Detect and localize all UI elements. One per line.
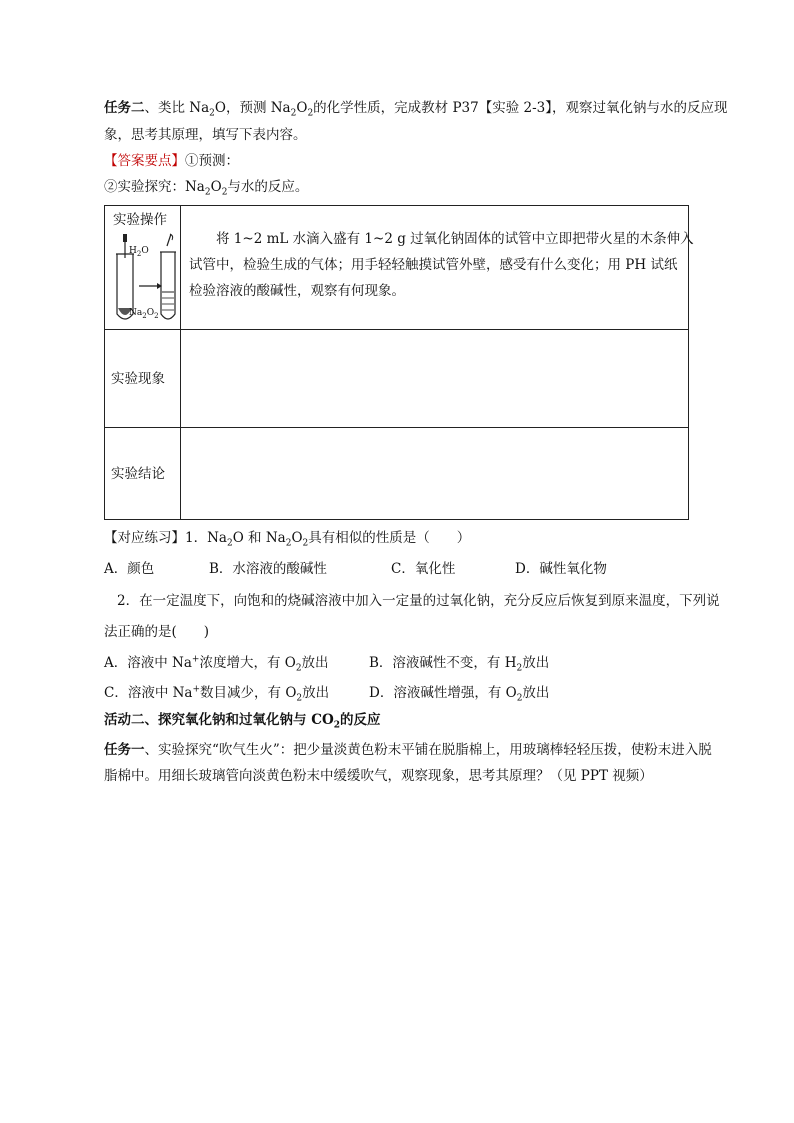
activity2-title: 活动二、探究氧化钠和过氧化钠与 $CO_2$的反应 — [104, 712, 381, 731]
q2-option-a: A．溶液中 Na+浓度增大，有 $O_2$放出 — [104, 654, 329, 674]
q1-option-b: B．水溶液的酸碱性 — [209, 561, 327, 577]
experiment-table — [104, 205, 694, 520]
practice-q1: 【对应练习】1．$Na_2O$ 和 $Na_2O_2$具有相似的性质是（ ） — [104, 530, 471, 549]
q1-option-c: C．氧化性 — [391, 561, 456, 577]
h2o-label: $H_2O$ — [129, 246, 149, 258]
row-label-conclusion: 实验结论 — [111, 466, 165, 482]
table-row-divider — [105, 427, 688, 428]
practice-tag: 【对应练习】 — [104, 530, 185, 546]
q2-option-b: B．溶液碱性不变，有 $H_2$放出 — [369, 655, 550, 674]
table-column-divider — [180, 206, 181, 519]
test-tube-diagram — [111, 232, 177, 328]
answer-line1: 【答案要点】①预测： — [104, 153, 239, 169]
answer-tag: 【答案要点】 — [104, 153, 185, 169]
na2o2-label: $Na_2O_2$ — [129, 308, 159, 320]
practice-q2-line1: 2．在一定温度下，向饱和的烧碱溶液中加入一定量的过氧化钠，充分反应后恢复到原来温度，下列说 — [117, 593, 720, 609]
row-label-phenomenon: 实验现象 — [111, 371, 165, 387]
task2-label: 任务二 — [104, 100, 145, 116]
task1-label: 任务一 — [104, 742, 145, 758]
task2-line2: 象，思考其原理，填写下表内容。 — [104, 127, 307, 143]
operation-description: 将 1~2 mL 水滴入盛有 1~2 g 过氧化钠固体的试管中立即把带火星的木条伸入 试管中，检验生成的气体；用手轻轻触摸试管外壁，感受有什么变化；用 PH 试纸 检验溶液的酸碱性，观察有何现象。 — [189, 231, 694, 299]
answer-line2: ②实验探究：$Na_2O_2$与水的反应。 — [104, 179, 309, 198]
row-label-operation: 实验操作 — [113, 212, 167, 228]
q2-option-c: C．溶液中 Na+数目减少，有 $O_2$放出 — [104, 684, 330, 704]
table-row-divider — [105, 329, 688, 330]
task1-line1: 任务一、实验探究“吹气生火”：把少量淡黄色粉末平铺在脱脂棉上，用玻璃棒轻轻压拨，使粉末进入脱 — [104, 742, 712, 758]
task1-line2: 脂棉中。用细长玻璃管向淡黄色粉末中缓缓吹气，观察现象，思考其原理？（见 PPT 视频） — [104, 768, 653, 784]
task2-line1: 任务二、类比 $Na_2O$，预测 $Na_2O_2$的化学性质，完成教材 P37【实验 2-3】，观察过氧化钠与水的反应现 — [104, 100, 728, 119]
q2-option-d: D．溶液碱性增强，有 $O_2$放出 — [369, 685, 550, 704]
practice-q2-line2: 法正确的是( ) — [104, 624, 210, 640]
q1-option-a: A．颜色 — [104, 561, 155, 577]
q1-option-d: D．碱性氧化物 — [515, 561, 607, 577]
